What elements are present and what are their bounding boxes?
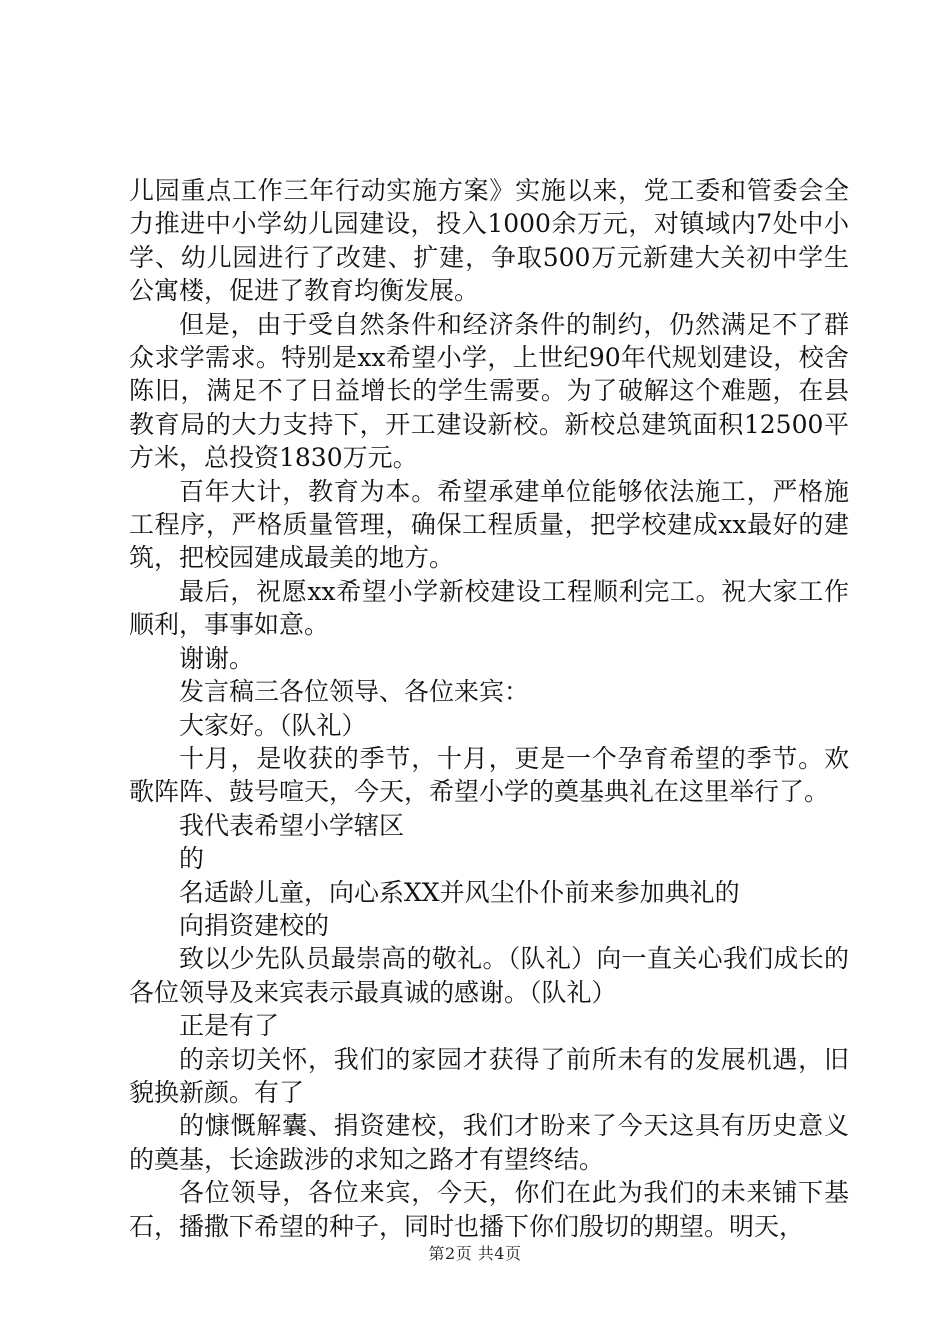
- paragraph: 发言稿三各位领导、各位来宾：: [179, 677, 530, 707]
- page-footer: 第2页 共4页: [428, 1244, 522, 1263]
- paragraph: 正是有了: [179, 1011, 280, 1041]
- paragraph: 但是，由于受自然条件和经济条件的制约，仍然满足不了群众求学需求。特别是xx希望小学，上世纪90年代规划建设，校舍陈旧，满足不了日益增长的学生需要。为了破解这个难题，在县教育局的大力支持下，开工建设新校。新校总建筑面积12500平方米，总投资1830万元。: [129, 309, 849, 473]
- paragraph: 百年大计，教育为本。希望承建单位能够依法施工，严格施工程序，严格质量管理，确保工程质量，把学校建成xx最好的建筑，把校园建成最美的地方。: [129, 476, 849, 573]
- document-body: [129, 174, 849, 1243]
- paragraph: 的慷慨解囊、捐资建校，我们才盼来了今天这具有历史意义的奠基，长途跋涉的求知之路才有望终结。: [129, 1111, 849, 1174]
- paragraph: 名适龄儿童，向心系XX并风尘仆仆前来参加典礼的: [179, 877, 740, 907]
- paragraph: 的亲切关怀，我们的家园才获得了前所未有的发展机遇，旧貌换新颜。有了: [129, 1044, 849, 1107]
- paragraph: 十月，是收获的季节，十月，更是一个孕育希望的季节。欢歌阵阵、鼓号喧天，今天，希望小学的奠基典礼在这里举行了。: [129, 743, 849, 807]
- paragraph: 最后，祝愿xx希望小学新校建设工程顺利完工。祝大家工作顺利，事事如意。: [129, 576, 849, 640]
- paragraph: 儿园重点工作三年行动实施方案》实施以来，党工委和管委会全力推进中小学幼儿园建设，投入1000余万元，对镇域内7处中小学、幼儿园进行了改建、扩建，争取500万元新建大关初中学生公寓楼，促进了教育均衡发展。: [129, 176, 849, 306]
- paragraph: 谢谢。: [179, 643, 255, 673]
- paragraph: 我代表希望小学辖区: [179, 810, 405, 840]
- paragraph: 大家好。（队礼）: [179, 710, 367, 740]
- paragraph: 向捐资建校的: [179, 910, 330, 940]
- paragraph: 的: [179, 844, 205, 874]
- paragraph: 致以少先队员最崇高的敬礼。（队礼）向一直关心我们成长的各位领导及来宾表示最真诚的感谢。（队礼）: [129, 944, 849, 1007]
- paragraph: 各位领导，各位来宾，今天，你们在此为我们的未来铺下基石，播撒下希望的种子，同时也播下你们殷切的期望。明天，: [129, 1178, 849, 1241]
